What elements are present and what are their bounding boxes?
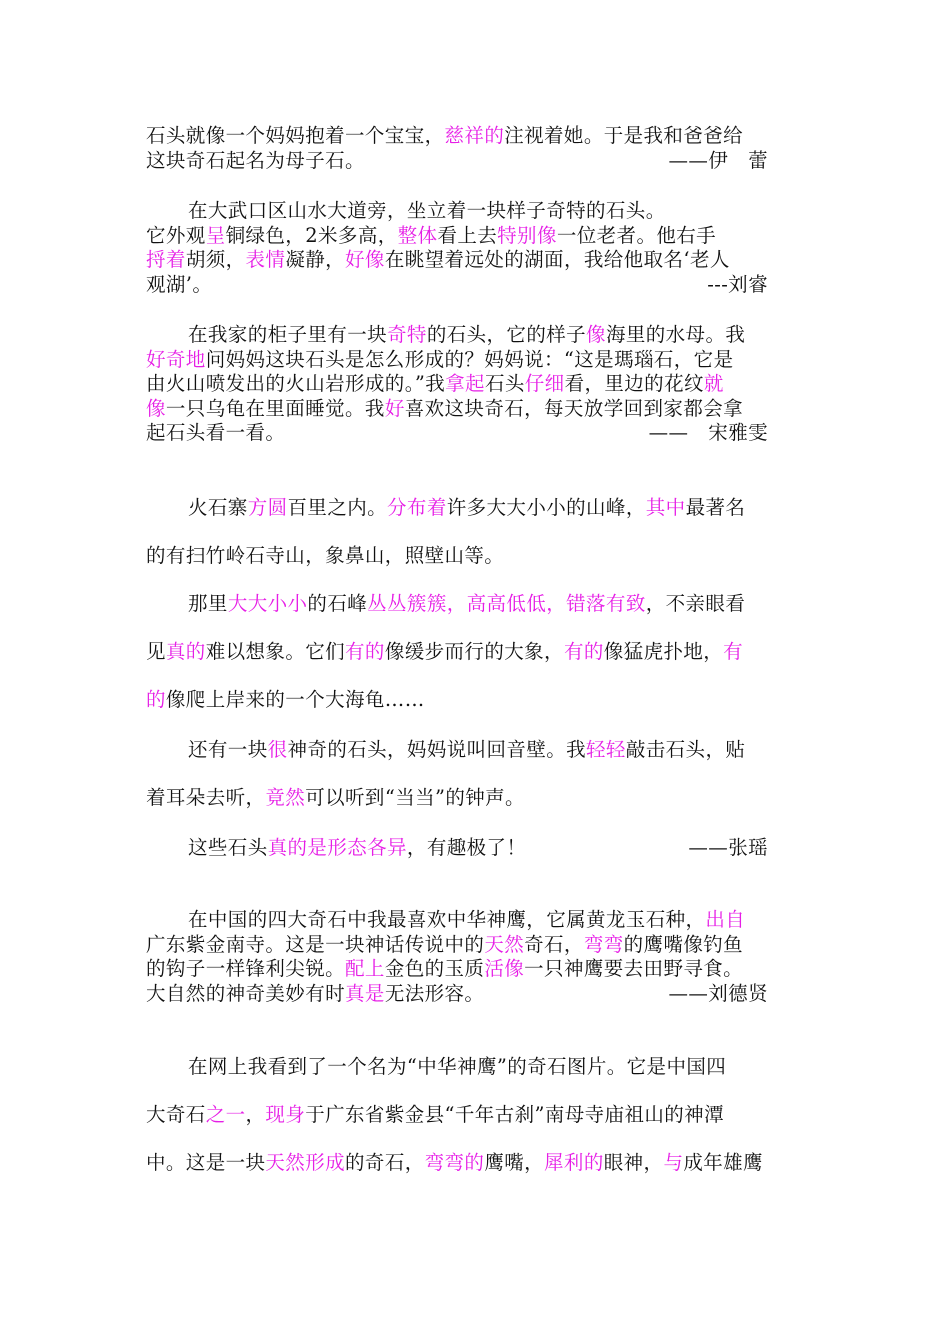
text-segment: 可以听到“当当”的钟声。 <box>305 786 525 809</box>
text-segment: 的有扫竹岭石寺山，象鼻山，照壁山等。 <box>146 544 505 567</box>
highlighted-word: 慈祥的 <box>444 124 505 147</box>
author-signature: ---刘睿 <box>707 272 768 296</box>
highlighted-word: 很 <box>267 738 288 761</box>
text-line <box>146 628 808 676</box>
text-segment: 神奇的石头，妈妈说叫回音壁。我 <box>287 738 587 761</box>
text-segment: 眼神， <box>603 1151 664 1174</box>
paragraph-p3 <box>146 323 808 446</box>
paragraph-p1 <box>146 124 808 173</box>
paragraph-p7 <box>146 824 808 872</box>
highlighted-word: 丛丛簇簇，高高低低，错落有致 <box>367 592 646 615</box>
text-segment: 奇石， <box>524 932 584 956</box>
text-segment: 的奇石， <box>345 1151 425 1174</box>
highlighted-word: 真是 <box>345 981 385 1005</box>
highlighted-word: 的 <box>146 688 166 711</box>
text-segment: 这块奇石起名为母子石。 <box>146 148 365 172</box>
highlighted-word: 有的 <box>563 640 604 663</box>
highlighted-word: 好奇地 <box>146 347 206 371</box>
text-line <box>146 199 808 224</box>
text-line <box>146 1139 808 1187</box>
paragraph-p9 <box>146 1043 808 1187</box>
text-segment: 百里之内。 <box>287 496 388 519</box>
highlighted-word: 分布着 <box>387 496 447 519</box>
author-signature: ——刘德贤 <box>668 981 768 1005</box>
highlighted-word: 特别像 <box>497 223 557 247</box>
text-line <box>146 933 808 958</box>
text-segment: 铜绿色，2米多高， <box>225 223 398 247</box>
highlighted-word: 捋着 <box>146 248 186 271</box>
highlighted-word: 竟然 <box>265 786 306 809</box>
paragraph-p4 <box>146 484 808 580</box>
text-segment: 敲击石头，贴 <box>625 738 746 761</box>
highlighted-word: 仔细 <box>524 372 565 395</box>
text-segment: 于广东省紫金县“千年古刹”南母寺庙祖山的神潭 <box>305 1103 724 1126</box>
text-segment: ， <box>245 1103 266 1126</box>
text-segment: 那里 <box>188 592 228 615</box>
text-line <box>146 726 808 774</box>
text-segment: 一只神鹰要去田野寻食。 <box>524 957 744 980</box>
highlighted-word: 出自 <box>705 908 746 931</box>
text-segment: 看，里边的花纹 <box>564 372 704 395</box>
highlighted-word: 真的是 <box>267 836 328 859</box>
highlighted-word: 弯弯 <box>583 932 624 956</box>
highlighted-word: 奇特 <box>387 323 427 346</box>
text-segment: 它外观 <box>146 223 206 247</box>
text-segment: 看上去 <box>437 223 498 247</box>
text-segment: 的石头，它的样子 <box>426 323 587 346</box>
text-line <box>146 824 808 872</box>
text-segment: 金色的玉质 <box>384 957 485 980</box>
text-segment: 火石寨 <box>188 496 248 519</box>
text-line <box>146 1043 808 1091</box>
text-segment: 的钩子一样锋利尖锐。 <box>146 957 346 980</box>
author-signature: —— 宋雅雯 <box>648 421 768 444</box>
highlighted-word: 就 <box>703 372 724 395</box>
text-segment: ，不亲眼看 <box>645 592 746 615</box>
highlighted-word: 形态各异 <box>327 836 407 859</box>
highlighted-word: 之一 <box>205 1103 246 1126</box>
paragraph-p6 <box>146 726 808 822</box>
text-line <box>146 348 808 373</box>
text-segment: 成年雄鹰 <box>683 1151 763 1174</box>
text-segment: 还有一块 <box>188 738 268 761</box>
text-line <box>146 397 808 422</box>
text-line <box>146 124 808 149</box>
text-segment: 石头 <box>484 372 525 395</box>
text-segment: 大自然的神奇美妙有时 <box>146 981 346 1005</box>
text-line <box>146 580 808 628</box>
text-segment: 胡须， <box>185 248 246 271</box>
paragraph-p8 <box>146 908 808 1006</box>
text-line <box>146 957 808 982</box>
highlighted-word: 好 <box>384 396 405 420</box>
text-segment: 无法形容。 <box>384 981 485 1005</box>
text-segment: 由火山喷发出的火山岩形成的。”我 <box>146 372 446 395</box>
highlighted-word: 方圆 <box>247 496 288 519</box>
text-segment: 大奇石 <box>146 1103 206 1126</box>
highlighted-word: 活像 <box>484 957 525 980</box>
text-segment: ，有趣极了！ <box>406 836 527 859</box>
text-line <box>146 273 808 298</box>
highlighted-word: 轻轻 <box>586 738 626 761</box>
text-line <box>146 372 808 397</box>
text-segment: 像爬上岸来的一个大海龟…… <box>165 688 425 711</box>
text-segment: 这些石头 <box>188 836 268 859</box>
highlighted-word: 犀利的 <box>544 1151 604 1174</box>
text-segment: 难以想象。它们 <box>205 640 346 663</box>
text-segment: 石头就像一个妈妈抱着一个宝宝， <box>146 124 445 147</box>
text-segment: 鹰嘴， <box>484 1151 545 1174</box>
highlighted-word: 其中 <box>645 496 686 519</box>
text-line <box>146 908 808 933</box>
text-segment: 起石头看一看。 <box>146 421 286 444</box>
paragraph-p5 <box>146 580 808 724</box>
text-segment: 中。这是一块 <box>146 1151 266 1174</box>
text-segment: 一位老者。他右手 <box>556 223 717 247</box>
highlighted-word: 像 <box>146 396 166 420</box>
highlighted-word: 弯弯的 <box>424 1151 485 1174</box>
text-segment: 注视着她。于是我和爸爸给 <box>504 124 744 147</box>
text-segment: 的石峰 <box>307 592 368 615</box>
text-segment: 许多大大小小的山峰， <box>446 496 646 519</box>
highlighted-word: 拿起 <box>445 372 485 395</box>
text-segment: 的鹰嘴像钓鱼 <box>623 932 744 956</box>
text-segment: 凝静， <box>285 248 346 271</box>
text-segment: 一只乌龟在里面睡觉。我 <box>165 396 385 420</box>
highlighted-word: 配上 <box>345 957 385 980</box>
text-segment: 在网上我看到了一个名为“中华神鹰”的奇石图片。它是中国四 <box>188 1055 727 1078</box>
text-segment: 见 <box>146 640 166 663</box>
text-segment: 着耳朵去听， <box>146 786 266 809</box>
text-segment: 在大武口区山水大道旁，坐立着一块样子奇特的石头。 <box>188 199 666 222</box>
author-signature: ——伊 蕾 <box>668 148 768 172</box>
text-segment: 像猛虎扑地， <box>603 640 724 663</box>
highlighted-word: 天然形成 <box>265 1151 346 1174</box>
text-line <box>146 248 808 273</box>
text-line <box>146 774 808 822</box>
highlighted-word: 像 <box>586 323 606 346</box>
text-segment: 最著名 <box>685 496 746 519</box>
text-segment: 在眺望着远处的湖面，我给他取名‘老人 <box>384 248 730 271</box>
text-line <box>146 982 808 1007</box>
text-segment: 在中国的四大奇石中我最喜欢中华神鹰，它属黄龙玉石种， <box>188 908 706 931</box>
text-segment: 像缓步而行的大象， <box>384 640 564 663</box>
text-line <box>146 1091 808 1139</box>
text-line <box>146 484 808 532</box>
text-segment: 喜欢这块奇石，每天放学回到家都会拿 <box>404 396 744 420</box>
highlighted-word: 呈 <box>205 223 226 247</box>
text-segment: 广东紫金南寺。这是一块神话传说中的 <box>146 932 485 956</box>
text-line <box>146 224 808 249</box>
text-line <box>146 421 808 446</box>
highlighted-word: 现身 <box>265 1103 306 1126</box>
highlighted-word: 有 <box>723 640 744 663</box>
highlighted-word: 有的 <box>345 640 385 663</box>
text-line <box>146 323 808 348</box>
highlighted-word: 天然 <box>484 932 525 956</box>
highlighted-word: 表情 <box>245 248 286 271</box>
text-line <box>146 532 808 580</box>
author-signature: ——张瑶 <box>688 836 768 859</box>
text-segment: 问妈妈这块石头是怎么形成的？妈妈说：“这是瑪瑙石，它是 <box>205 347 734 371</box>
text-segment: 观湖’。 <box>146 272 213 296</box>
highlighted-word: 整体 <box>397 223 438 247</box>
text-segment: 海里的水母。我 <box>605 323 746 346</box>
highlighted-word: 与 <box>663 1151 684 1174</box>
text-line <box>146 676 808 724</box>
text-segment: 在我家的柜子里有一块 <box>188 323 388 346</box>
text-line <box>146 149 808 174</box>
highlighted-word: 好像 <box>345 248 385 271</box>
highlighted-word: 真的 <box>165 640 206 663</box>
highlighted-word: 大大小小 <box>227 592 308 615</box>
paragraph-p2 <box>146 199 808 297</box>
